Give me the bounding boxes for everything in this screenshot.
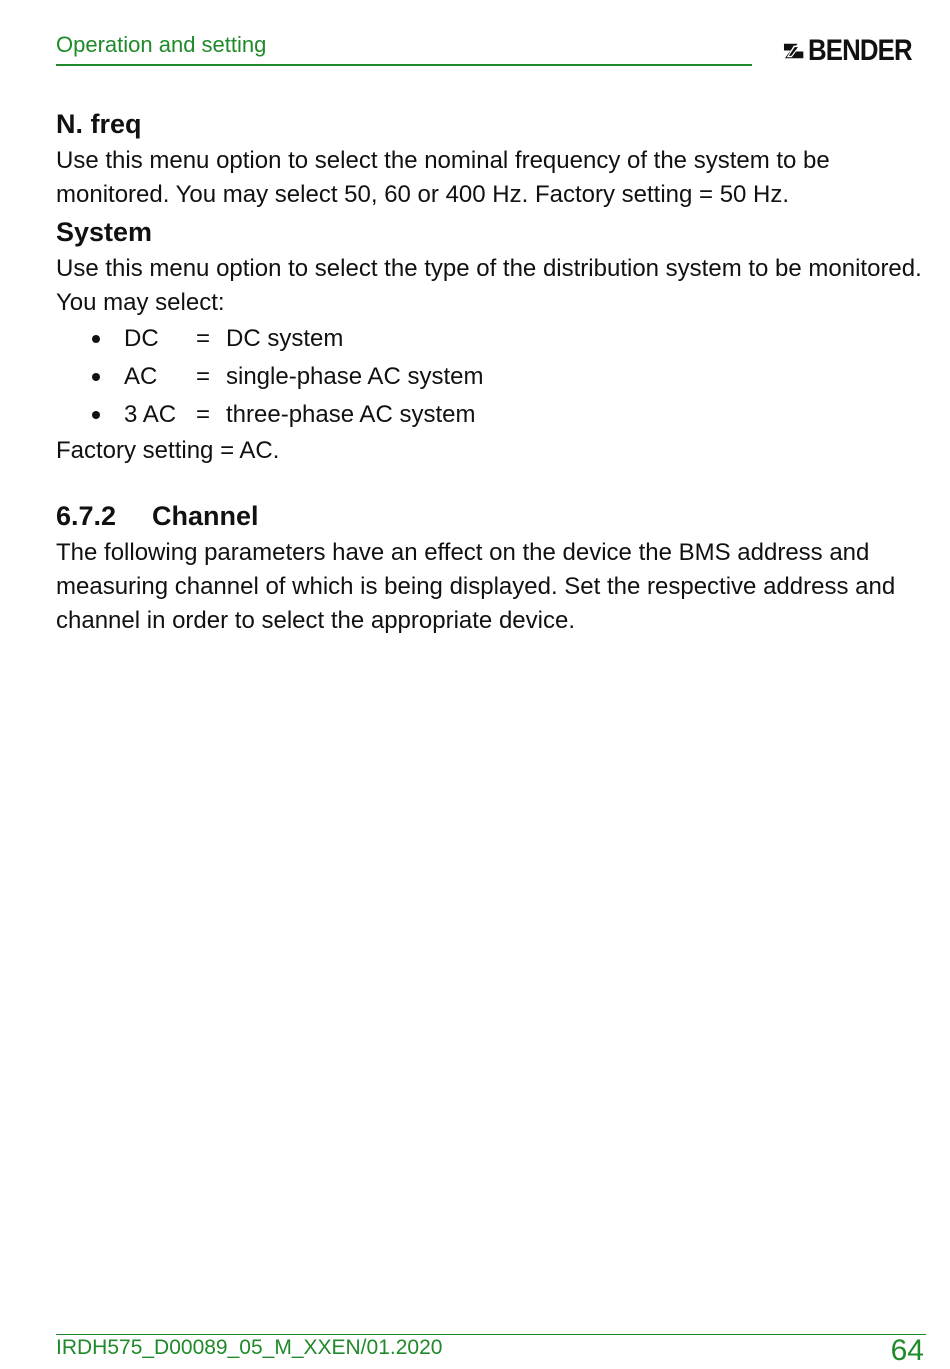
bender-logo — [783, 33, 929, 69]
option-description: single-phase AC system — [226, 363, 484, 390]
system-body: Use this menu option to select the type of the distribution system to be monitored. — [56, 255, 922, 282]
channel-body: The following parameters have an effect on the device the BMS address and measuring channel of which is being displayed. Set the respective address and channel in order to select the appropriate device. — [56, 539, 896, 634]
footer-divider — [56, 1334, 926, 1335]
list-item — [56, 396, 926, 434]
list-item — [56, 320, 926, 358]
channel-section-title: Channel — [152, 501, 259, 531]
system-factory-setting: Factory setting = AC. — [56, 437, 280, 464]
option-equals: = — [196, 363, 211, 390]
option-code: AC — [124, 363, 158, 390]
system-heading: System — [56, 217, 153, 247]
nfreq-body: Use this menu option to select the nominal frequency of the system to be monitored. You may select 50, 60 or 400 Hz. Factory setting = 50 Hz. — [56, 147, 830, 208]
footer-document-id: IRDH575_D00089_05_M_XXEN/01.2020 — [56, 1336, 443, 1359]
option-code: DC — [124, 325, 159, 352]
option-equals: = — [196, 401, 211, 428]
system-intro: You may select: — [56, 289, 225, 316]
header-section-title: Operation and setting — [56, 32, 267, 57]
page-number: 64 — [890, 1334, 924, 1367]
bullet-icon — [92, 411, 100, 419]
option-description: DC system — [226, 325, 344, 352]
header-divider — [56, 64, 752, 66]
channel-section-number: 6.7.2 — [56, 501, 117, 531]
option-equals: = — [196, 325, 211, 352]
list-item — [56, 358, 926, 396]
bullet-icon — [92, 373, 100, 381]
page-content — [56, 104, 926, 638]
bender-logo-mark-icon — [783, 34, 804, 68]
nfreq-heading: N. freq — [56, 109, 142, 139]
bender-logo-text: BENDER — [808, 34, 913, 67]
bullet-icon — [92, 335, 100, 343]
option-code: 3 AC — [124, 401, 177, 428]
channel-heading — [56, 496, 926, 536]
option-description: three-phase AC system — [226, 401, 476, 428]
system-options-list — [56, 320, 926, 434]
